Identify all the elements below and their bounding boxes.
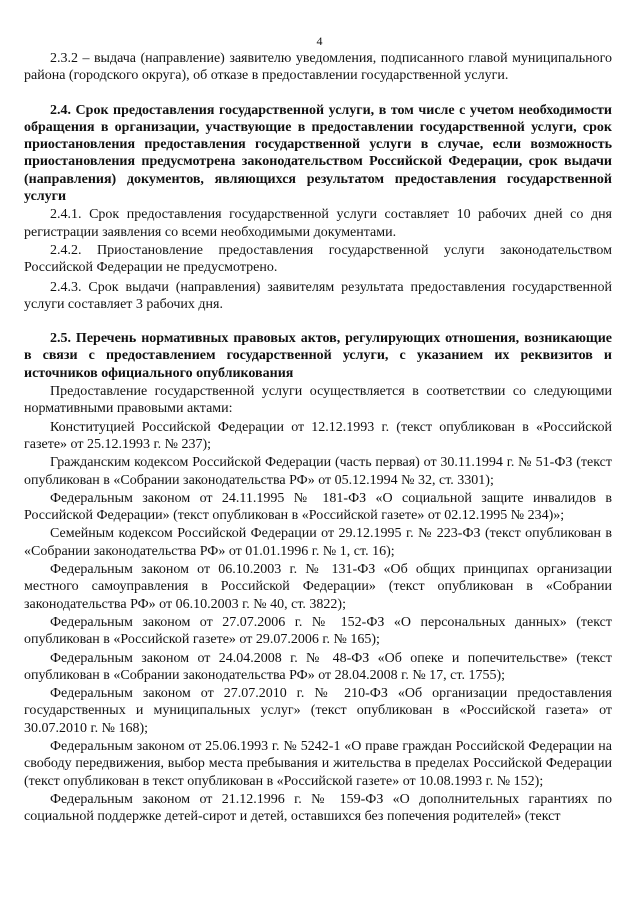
- section-heading-2-4: 2.4. Срок предоставления государственной услуги, в том числе с учетом необходимости обращения в организации, участвующие в предоставлении государственной услуги, срок приостановления предоставления государственной услуги в случае, если возможность приостановления предусмотрена законодательством Российской Федерации, срок выдачи (направления) документов, являющихся результатом предоставления государственной услуги: [24, 102, 612, 205]
- paragraph-acts-intro: Предоставление государственной услуги осуществляется в соответствии со следующими нормативными правовыми актами:: [24, 384, 612, 417]
- legal-act-item: Гражданским кодексом Российской Федерации (часть первая) от 30.11.1994 г. № 51-ФЗ (текст опубликован в «Собрании законодательства РФ» от 05.12.1994 № 32, ст. 3301);: [24, 455, 612, 488]
- legal-act-item: Федеральным законом от 24.11.1995 № 181-ФЗ «О социальной защите инвалидов в Российской Федерации» (текст опубликован в «Российской газете» от 02.12.1995 № 234)»;: [24, 490, 612, 524]
- paragraph-2-3-2: 2.3.2 – выдача (направление) заявителю уведомления, подписанного главой муниципального района (городского округа), об отказе в предоставлении государственной услуги.: [24, 51, 612, 84]
- legal-act-item: Конституцией Российской Федерации от 12.12.1993 г. (текст опубликован в «Российской газете» от 25.12.1993 г. № 237);: [24, 419, 612, 452]
- paragraph-2-4-3: 2.4.3. Срок выдачи (направления) заявителям результата предоставления государственной услуги составляет 3 рабочих дня.: [24, 279, 612, 312]
- legal-act-item: Федеральным законом от 25.06.1993 г. № 5242-1 «О праве граждан Российской Федерации на свободу передвижения, выбор места пребывания и жительства в пределах Российской Федерации (текст опубликован в текст опубликован в «Российской газете» от 10.08.1993 г. № 152);: [24, 738, 612, 789]
- legal-act-item: Федеральным законом от 06.10.2003 г. № 131-ФЗ «Об общих принципах организации местного самоуправления в Российской Федерации» (текст опубликован в «Собрании законодательства РФ» от 06.10.2003 г. № 40, ст. 3822);: [24, 562, 612, 612]
- legal-act-item: Федеральным законом от 24.04.2008 г. № 48-ФЗ «Об опеке и попечительстве» (текст опубликован в «Собрании законодательства РФ» от 28.04.2008 г. № 17, ст. 1755);: [24, 650, 612, 683]
- document-body: [24, 50, 612, 825]
- paragraph-2-4-1: 2.4.1. Срок предоставления государственной услуги составляет 10 рабочих дней со дня регистрации заявления со всеми необходимыми документами.: [24, 207, 612, 240]
- legal-act-item: Федеральным законом от 21.12.1996 г. № 159-ФЗ «О дополнительных гарантиях по социальной поддержке детей-сирот и детей, оставшихся без попечения родителей» (текст: [24, 791, 612, 825]
- legal-act-item: Федеральным законом от 27.07.2010 г. № 210-ФЗ «Об организации предоставления государственных и муниципальных услуг» (текст опубликован в «Российской газета» от 30.07.2010 г. № 168);: [24, 686, 612, 736]
- paragraph-2-4-2: 2.4.2. Приостановление предоставления государственной услуги законодательством Российской Федерации не предусмотрено.: [24, 242, 612, 276]
- page-number: 4: [316, 34, 323, 48]
- legal-act-item: Семейным кодексом Российской Федерации от 29.12.1995 г. № 223-ФЗ (текст опубликован в «Собрании законодательства РФ» от 01.01.1996 г. № 1, ст. 16);: [24, 526, 612, 559]
- section-heading-2-5: 2.5. Перечень нормативных правовых актов, регулирующих отношения, возникающие в связи с предоставлением государственной услуги, с указанием их реквизитов и источников официального опубликования: [24, 331, 612, 381]
- legal-act-item: Федеральным законом от 27.07.2006 г. № 152-ФЗ «О персональных данных» (текст опубликован в «Российской газете» от 29.07.2006 г. № 165);: [24, 614, 612, 648]
